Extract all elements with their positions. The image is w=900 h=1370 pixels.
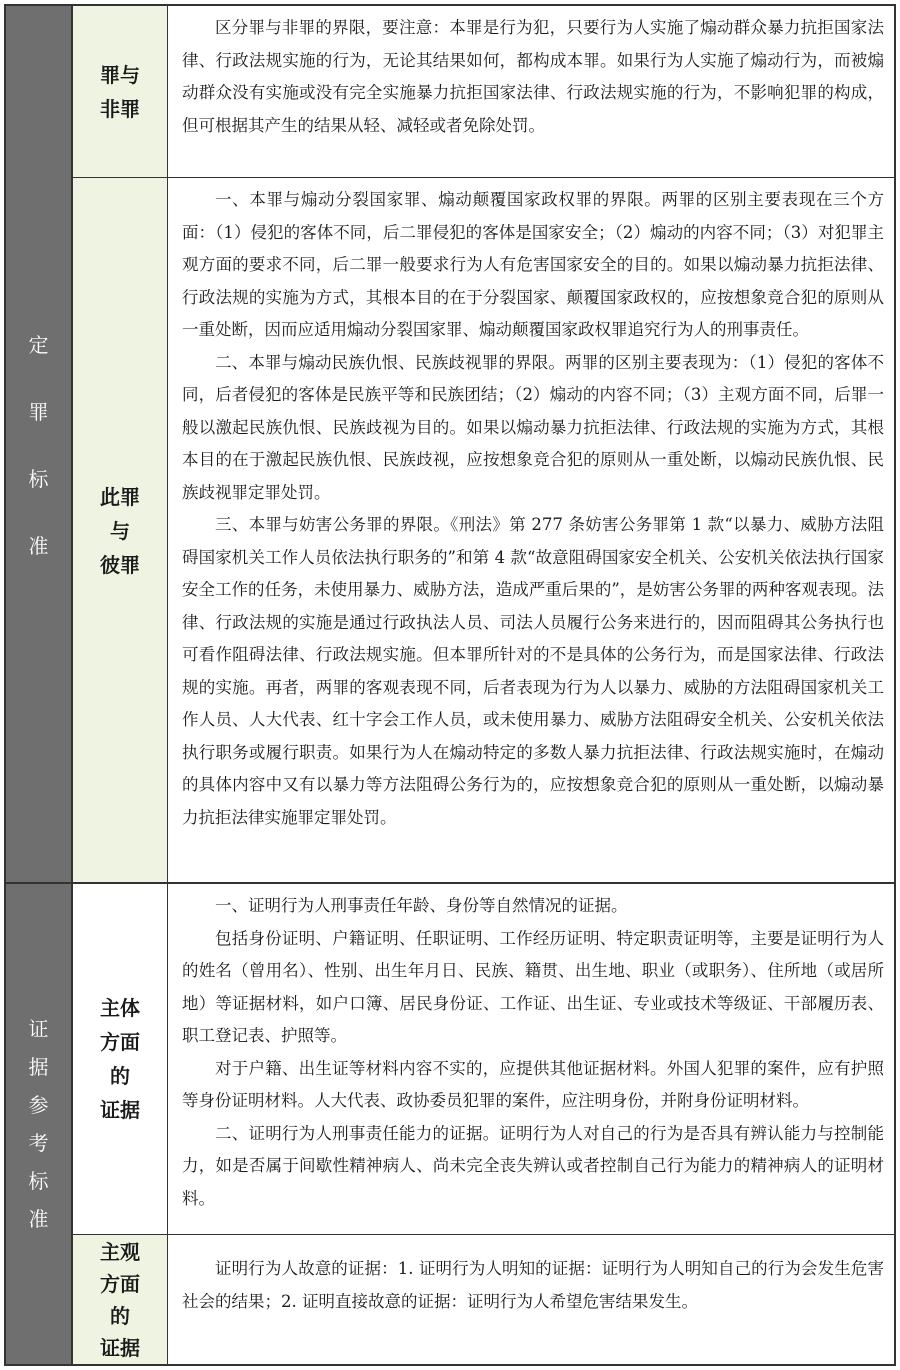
paragraph: 证明行为人故意的证据：1. 证明行为人明知的证据：证明行为人明知自己的行为会发生危害社会的结果；2. 证明直接故意的证据：证明行为人希望危害结果发生。 <box>182 1259 884 1311</box>
paragraph: 三、本罪与妨害公务罪的界限。《刑法》第 277 条妨害公务罪第 1 款“以暴力、威胁方法阻碍国家机关工作人员依法执行职务的”和第 4 款“故意阻碍国家安全机关、公安机关依法执行国家安全工作的任务，未使用暴力、威胁方法，造成严重后果的”，是妨害公务罪的两种客观表现。法律、行政法规的实施是通过行政执法人员、司法人员履行公务来进行的，因而阻碍其公务执行也可看作阻碍法律、行政法规实施。但本罪所针对的不是具体的公务行为，而是国家法律、行政法规的实施。再者，两罪的客观表现不同，后者表现为行为人以暴力、威胁的方法阻碍国家机关工作人员、人大代表、红十字会工作人员，或未使用暴力、威胁方法阻碍安全机关、公安机关依法执行职务或履行职责。如果行为人在煽动特定的多数人暴力抗拒法律、行政法规实施时，在煽动的具体内容中又有以暴力等方法阻碍公务行为的，应按想象竞合犯的原则从一重处断，以煽动暴力抗拒法律实施罪定罪处罚。 <box>182 515 884 827</box>
row-content-this-crime-vs-other <box>168 178 894 884</box>
paragraph: 区分罪与非罪的界限，要注意：本罪是行为犯，只要行为人实施了煽动群众暴力抗拒国家法律、行政法规实施的行为，无论其结果如何，都构成本罪。如果行为人实施了煽动行为，而被煽动群众没有实施或没有完全实施暴力抗拒国家法律、行政法规实施的行为，不影响犯罪的构成，但可根据其产生的结果从轻、减轻或者免除处罚。 <box>182 18 884 135</box>
paragraph: 包括身份证明、户籍证明、任职证明、工作经历证明、特定职责证明等，主要是证明行为人的姓名（曾用名）、性别、出生年月日、民族、籍贯、出生地、职业（或职务）、住所地（或居所地）等证据材料，如户口簿、居民身份证、工作证、出生证、专业或技术等级证、干部履历表、职工登记表、护照等。 <box>182 928 884 1045</box>
row-title-subjective-evidence: 主观 方面 的 证据 <box>73 1235 168 1364</box>
category-evidence-standards: 证 据 参 考 标 准 <box>6 884 73 1364</box>
row-content-crime-vs-noncrime <box>168 6 894 177</box>
paragraph: 一、本罪与煽动分裂国家罪、煽动颠覆国家政权罪的界限。两罪的区别主要表现在三个方面：（1）侵犯的客体不同，后二罪侵犯的客体是国家安全；（2）煽动的内容不同；（3）对犯罪主观方面的要求不同，后二罪一般要求行为人有危害国家安全的目的。如果以煽动暴力抗拒法律、行政法规的实施为方式，其根本目的在于分裂国家、颠覆国家政权的，应按想象竞合犯的原则从一重处断，因而应适用煽动分裂国家罪、煽动颠覆国家政权罪追究行为人的刑事责任。 <box>182 190 884 339</box>
paragraph: 对于户籍、出生证等材料内容不实的，应提供其他证据材料。外国人犯罪的案件，应有护照等身份证明材料。人大代表、政协委员犯罪的案件，应注明身份，并附身份证明材料。 <box>182 1058 884 1110</box>
row-content-subjective-evidence <box>168 1235 894 1364</box>
paragraph: 二、本罪与煽动民族仇恨、民族歧视罪的界限。两罪的区别主要表现为：（1）侵犯的客体不同，后者侵犯的客体是民族平等和民族团结；（2）煽动的内容不同；（3）主观方面不同，后罪一般以激起民族仇恨、民族歧视为目的。如果以煽动暴力抗拒法律、行政法规的实施为方式，其根本目的在于激起民族仇恨、民族歧视，应按想象竞合犯的原则从一重处断，以煽动民族仇恨、民族歧视罪定罪处罚。 <box>182 352 884 502</box>
row-title-this-crime-vs-other: 此罪 与 彼罪 <box>73 178 168 884</box>
category-conviction-standards: 定 罪 标 准 <box>6 6 73 884</box>
row-title-crime-vs-noncrime: 罪与 非罪 <box>73 6 168 177</box>
paragraph: 一、证明行为人刑事责任年龄、身份等自然情况的证据。 <box>215 896 628 915</box>
row-title-subject-evidence: 主体 方面 的 证据 <box>73 884 168 1234</box>
paragraph: 二、证明行为人刑事责任能力的证据。证明行为人对自己的行为是否具有辨认能力与控制能力，如是否属于间歇性精神病人、尚未完全丧失辨认或者控制自己行为能力的精神病人的证明材料。 <box>182 1123 884 1208</box>
legal-standards-table <box>4 4 896 1366</box>
row-content-subject-evidence <box>168 884 894 1234</box>
